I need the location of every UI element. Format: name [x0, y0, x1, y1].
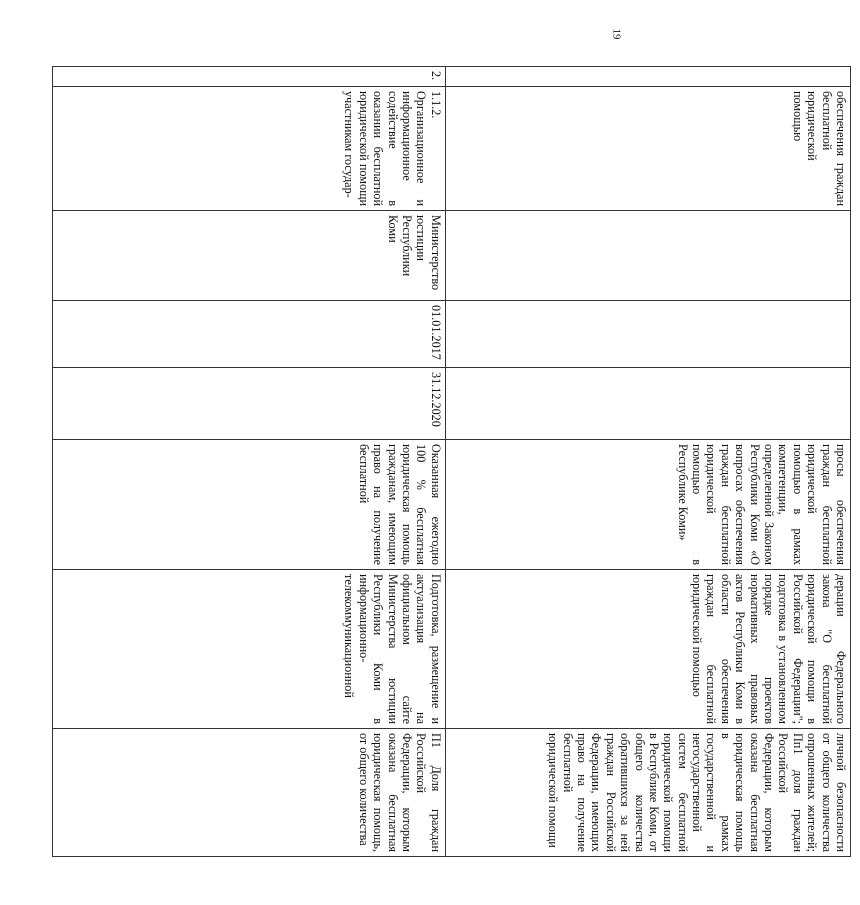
- row-number: [445, 67, 850, 87]
- table-row: [445, 67, 850, 857]
- page-number: 19: [610, 28, 623, 40]
- row-number: 2.: [53, 67, 446, 87]
- table-row: [53, 67, 446, 857]
- activities-description: Подготовка, размещение и актуализация на официальном сайте Министерства юстиции Республики Коми в информационно-телекоммуникационной: [53, 570, 446, 729]
- activity-name: обеспечения граждан бесплатной юридической помощью: [445, 87, 850, 211]
- indicator: личной безопасности от общего количества опрошенных жителей; Пп1 доля граждан Российской Федерации, которым оказана бесплатная юридическая помощь в рамках государственной и негосударственной систем бесплатной юридической помощи в Республике Коми, от общего количества обратившихся за ней граждан Российской Федерации, имеющих право на получение бесплатной юридической помощи: [445, 729, 850, 857]
- start-date: [445, 301, 850, 368]
- expected-result: Оказанная ежегодно 100 % бесплатная юридическая помощь гражданам, имеющим право на получение бесплатной: [53, 440, 446, 570]
- rotated-table: [52, 66, 851, 856]
- end-date: 31.12.2020: [53, 368, 446, 440]
- executor: Министерство юстиции Республики Коми: [53, 211, 446, 301]
- end-date: [445, 368, 850, 440]
- executor: [445, 211, 850, 301]
- start-date: 01.01.2017: [53, 301, 446, 368]
- program-table-container: [61, 66, 860, 856]
- program-activities-table: [52, 66, 851, 857]
- indicator: П1 Доля граждан Российской Федерации, которым оказана бесплатная юридическая помощь, от общего количества: [53, 729, 446, 857]
- expected-result: просы обеспечения граждан бесплатной юридической помощью в рамках компетенции, определенной Законом Республики Коми «О вопросах обеспечения граждан бесплатной юридической помощью в Республике Коми»: [445, 440, 850, 570]
- activity-name: 1.1.2. Организационное и информационное содействие в оказании бесплатной юридической помощи участникам государ-: [53, 87, 446, 211]
- activities-description: дерации Федерального закона "О бесплатной юридической помощи в Российской Федерации"; подготовка в установленном порядке проектов нормативных правовых актов Республики Коми в области обеспечения граждан бесплатной юридической помощью: [445, 570, 850, 729]
